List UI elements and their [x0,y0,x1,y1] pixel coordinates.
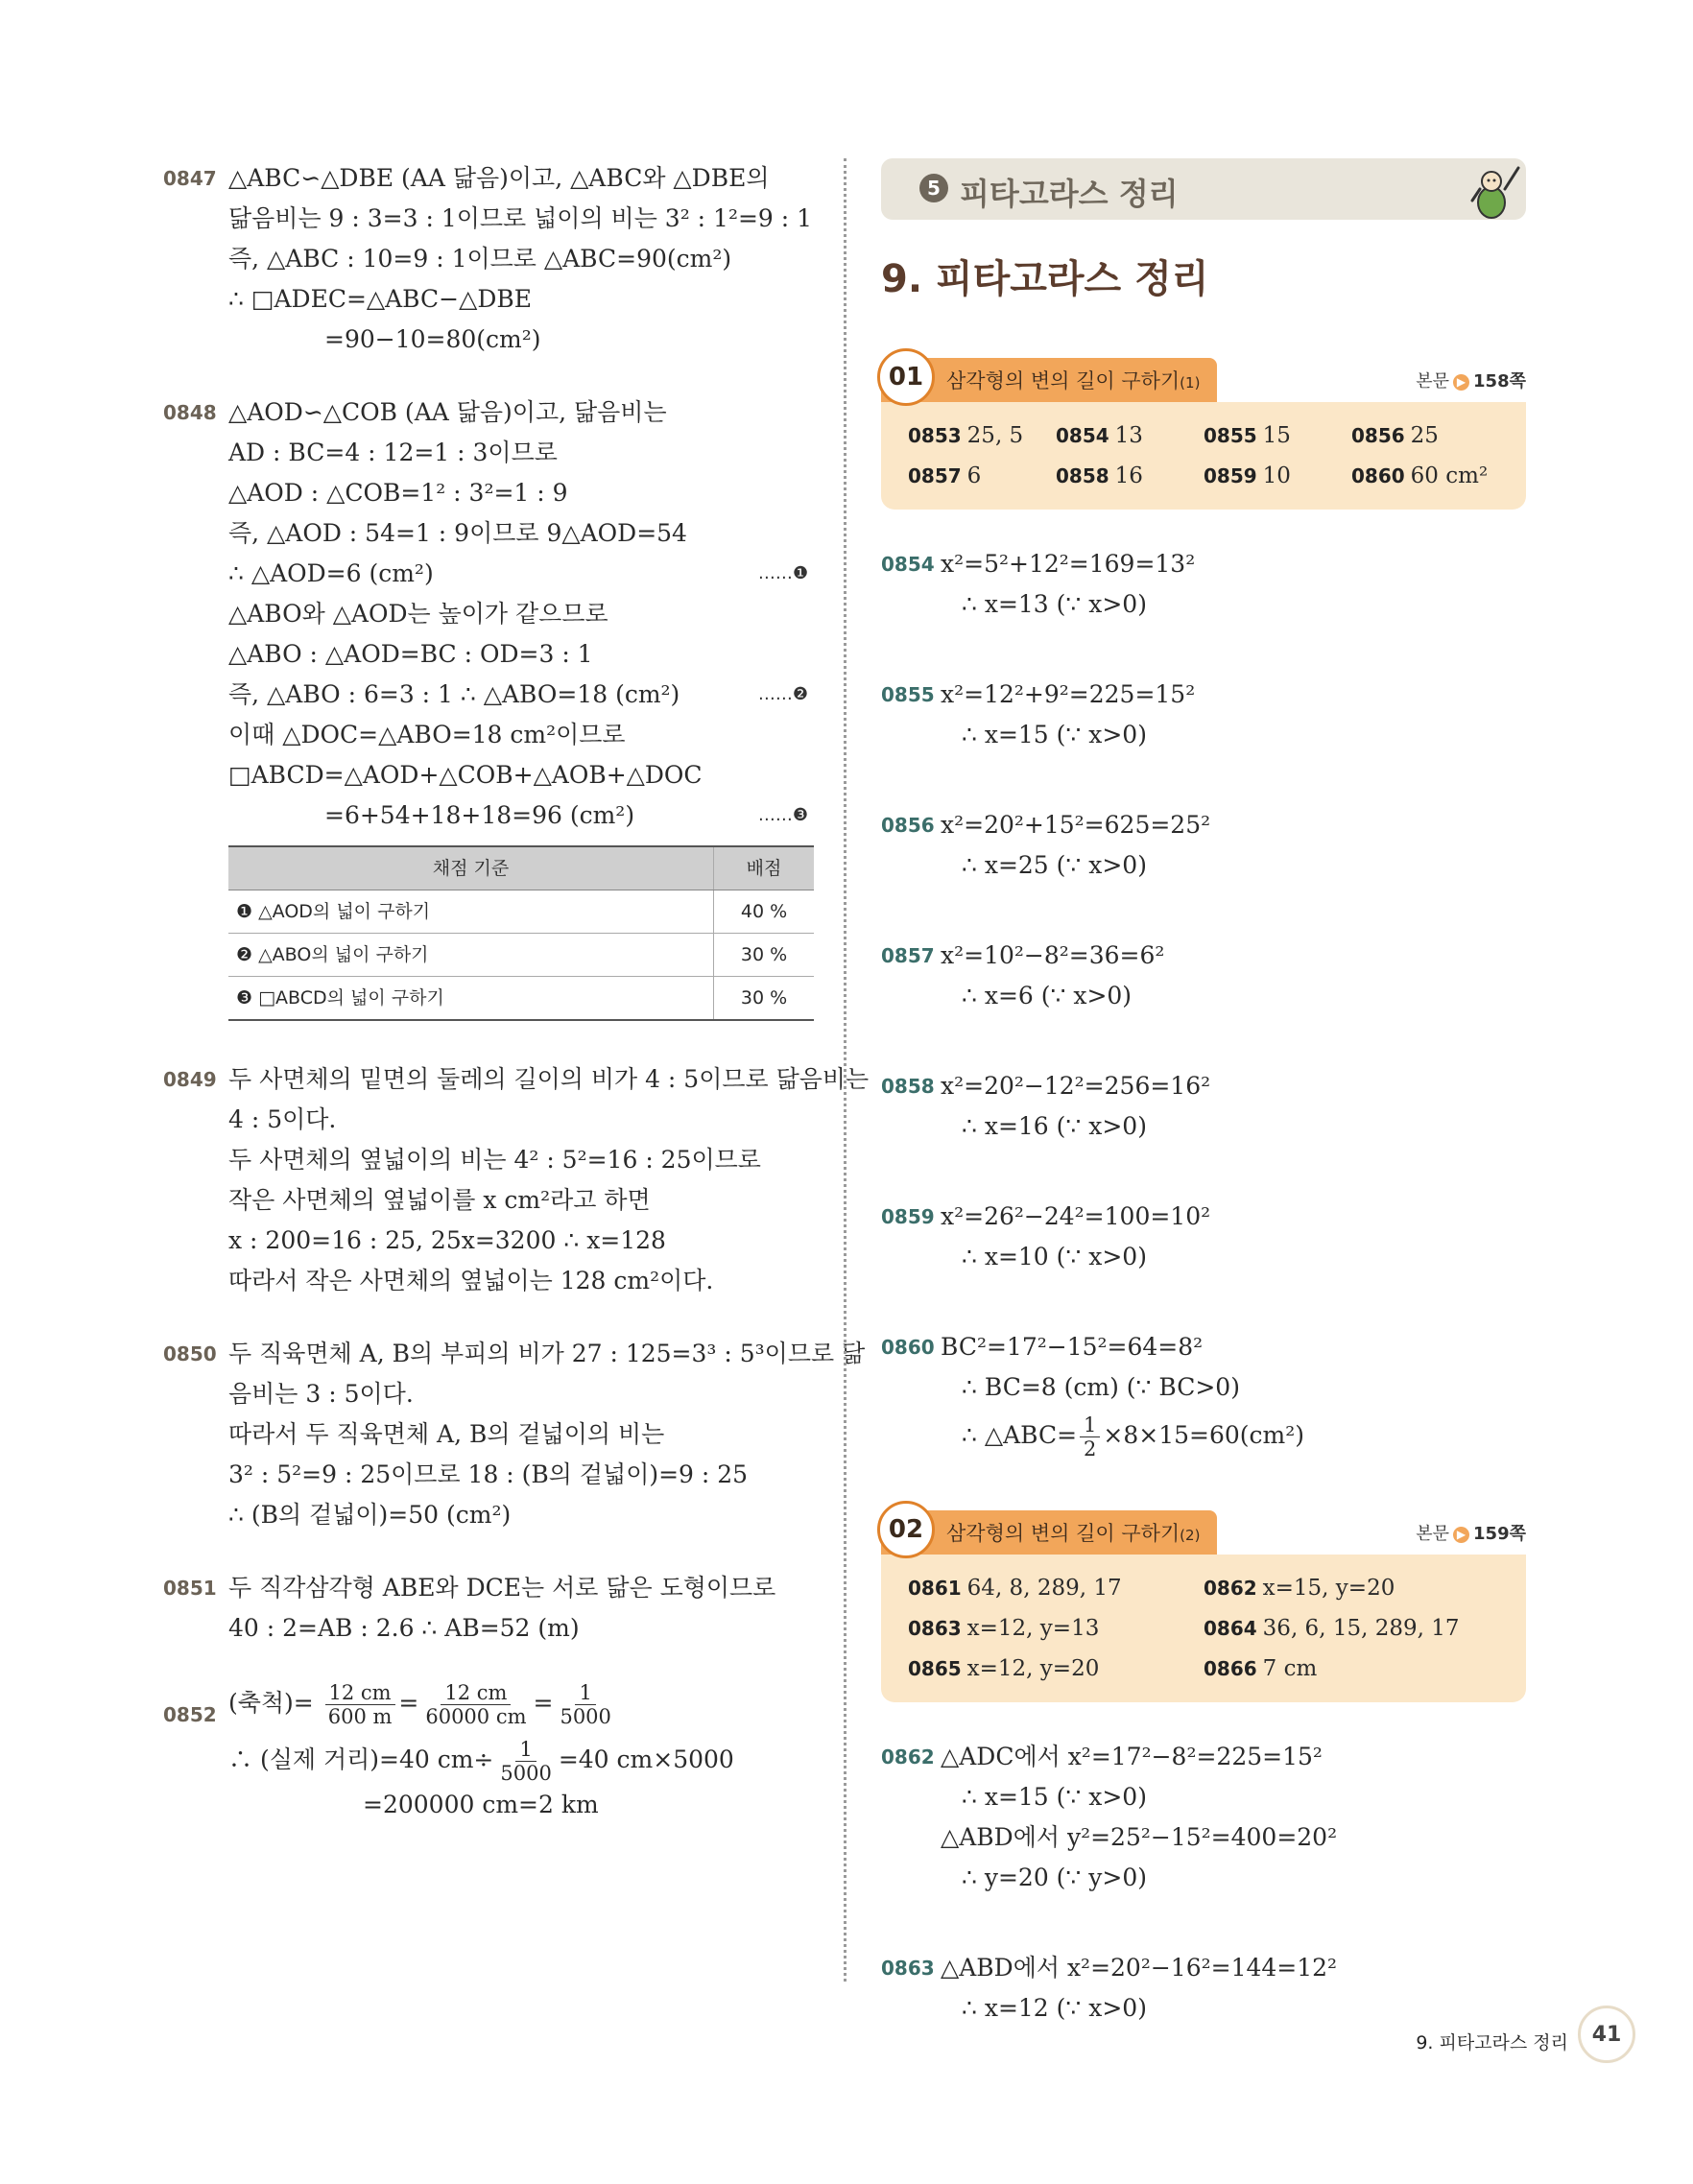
scoring-table [228,845,814,1021]
reference-label: 본문 [1416,1524,1450,1544]
solution-line: 음비는 3 : 5이다. [228,1380,414,1408]
problem-number: 0856 [881,814,935,837]
step-marker: ……❸ [757,805,808,825]
solution-line: 따라서 작은 사면체의 옆넓이는 128 cm²이다. [228,1267,714,1294]
answer-value: 10 [1262,463,1291,488]
solution-line: ∴ (B의 겉넓이)=50 (cm²) [228,1501,512,1529]
answer-value: 25 [1410,423,1439,448]
solution-line: 즉, △ABC : 10=9 : 1이므로 △ABC=90(cm²) [228,245,732,273]
table-row [228,890,814,934]
solution-line: 작은 사면체의 옆넓이를 x cm²라고 하면 [228,1186,651,1214]
solution-text: 즉, △ABO : 6=3 : 1 ∴ △ABO=18 (cm²) [228,680,680,708]
solution-line: 3² : 5²=9 : 25이므로 18 : (B의 겉넓이)=9 : 25 [228,1460,749,1488]
answer-item [1204,415,1351,456]
solution-line: x : 200=16 : 25, 25x=3200 ∴ x=128 [228,1226,666,1254]
solution-line: △ABC∽△DBE (AA 닮음)이고, △ABC와 △DBE의 [228,164,770,192]
problem-0848 [163,392,808,1021]
solution-text: ∴ (실제 거리)=40 cm÷ [228,1745,494,1773]
answer-box-02 [881,1510,1526,1702]
answer-value: 13 [1114,423,1143,448]
solution-line: x²=20²+15²=625=25² [941,811,1211,839]
page-reference [1416,368,1526,392]
answer-number: 0854 [1056,424,1109,447]
answer-item [1204,1649,1499,1689]
answer-value: x=15, y=20 [1262,1576,1395,1601]
solution-text: ∴ △ABC= [962,1421,1078,1449]
solution-text: ∴ △AOD=6 (cm²) [228,559,434,587]
solution-line: x²=20²−12²=256=16² [941,1072,1211,1100]
table-cell: 40 % [714,890,815,934]
answer-item [908,1649,1204,1689]
chapter-title: 9. 피타고라스 정리 [881,257,1209,301]
answer-number: 0862 [1204,1577,1257,1600]
answer-box-01 [881,358,1526,510]
solution-line [228,675,808,715]
solution-line: △ABD에서 y²=25²−15²=400=20² [941,1823,1338,1851]
answer-box-tab [881,1510,1217,1555]
solution-line: 닮음비는 9 : 3=3 : 1이므로 넓이의 비는 3² : 1²=9 : 1 [228,204,813,232]
solution-line: x²=12²+9²=225=15² [941,680,1196,708]
problem-number: 0848 [163,401,217,424]
table-header: 배점 [714,846,815,890]
denominator: 2 [1084,1437,1097,1460]
answer-value: 25, 5 [966,423,1024,448]
answer-value: x=12, y=13 [966,1616,1100,1641]
solution-line: ∴ x=6 (∵ x>0) [962,982,1133,1009]
answer-item [908,1608,1204,1649]
solution-line [941,1413,1526,1460]
solutions-02 [881,1737,1526,2029]
box-number: 01 [877,348,935,406]
solution-line: 4 : 5이다. [228,1105,337,1133]
solutions-01 [881,544,1526,1460]
table-cell: ❷ △ABO의 넓이 구하기 [228,934,714,977]
problem-number: 0847 [163,167,217,190]
solution-line: 40 : 2=AB : 2.6 ∴ AB=52 (m) [228,1614,580,1642]
problem-0857 [881,936,1526,1016]
reference-page: 159쪽 [1473,1524,1526,1544]
problem-number: 0862 [881,1745,935,1769]
problem-number: 0860 [881,1336,935,1359]
solution-line: 두 사면체의 옆넓이의 비는 4² : 5²=16 : 25이므로 [228,1146,761,1174]
solution-line: △ABO : △AOD=BC : OD=3 : 1 [228,640,593,668]
table-row [228,977,814,1021]
answer-item [908,1568,1204,1608]
solution-line: △AOD∽△COB (AA 닮음)이고, 닮음비는 [228,398,667,426]
problem-0849 [163,1059,870,1301]
solution-line: ∴ x=13 (∵ x>0) [962,590,1147,618]
solution-line: □ABCD=△AOD+△COB+△AOB+△DOC [228,761,703,789]
answer-value: 60 cm² [1410,463,1489,488]
denominator: 5000 [500,1762,552,1785]
solution-line: △ABO와 △AOD는 높이가 같으므로 [228,600,608,628]
answer-box-tab [881,358,1217,402]
solution-line: x²=26²−24²=100=10² [941,1202,1211,1230]
answer-number: 0858 [1056,464,1109,487]
section-number: 5 [919,174,948,202]
box-title-sub: (2) [1180,1527,1201,1544]
reference-page: 158쪽 [1473,371,1526,392]
solution-line [228,554,808,594]
step-marker: ……❶ [757,563,808,583]
solution-line: ∴ x=25 (∵ x>0) [962,851,1147,879]
answer-item [1056,456,1204,496]
solution-text: ×8×15=60(cm²) [1103,1421,1305,1449]
problem-0854 [881,544,1526,625]
page-reference [1416,1520,1526,1545]
solution-line: ∴ x=10 (∵ x>0) [962,1243,1147,1270]
solution-line: △ADC에서 x²=17²−8²=225=15² [941,1743,1323,1770]
arrow-right-icon: ▶ [1453,1527,1469,1543]
answer-item [1204,1568,1499,1608]
answer-item [1351,456,1499,496]
problem-number: 0855 [881,683,935,706]
solution-line: x²=10²−8²=36=6² [941,941,1165,969]
section-title: 피타고라스 정리 [960,176,1179,212]
scale-label: (축척)= [228,1689,314,1717]
solution-line: 따라서 두 직육면체 A, B의 겉넓이의 비는 [228,1420,665,1448]
solution-line: 즉, △AOD : 54=1 : 9이므로 9△AOD=54 [228,519,687,547]
problem-number: 0859 [881,1205,935,1228]
problem-0863 [881,1948,1526,2029]
problem-number: 0863 [881,1957,935,1980]
box-title [946,1518,1200,1547]
box-number: 02 [877,1501,935,1558]
table-row [228,934,814,977]
answer-number: 0853 [908,424,962,447]
solution-line: △AOD : △COB=1² : 3²=1 : 9 [228,479,568,507]
solution-text: =40 cm×5000 [558,1745,734,1773]
answer-value: 15 [1262,423,1291,448]
section-header [881,158,1526,220]
table-cell: 30 % [714,977,815,1021]
solution-line: ∴ x=12 (∵ x>0) [962,1994,1147,2022]
answer-value: 64, 8, 289, 17 [966,1576,1122,1601]
mascot-icon [1463,160,1526,224]
solution-line [228,1738,808,1785]
answer-number: 0856 [1351,424,1405,447]
answer-item [908,415,1056,456]
answer-item [1204,456,1351,496]
table-cell: 30 % [714,934,815,977]
answer-number: 0857 [908,464,962,487]
solution-line [228,795,808,836]
problem-number: 0857 [881,944,935,967]
solution-line: ∴ x=15 (∵ x>0) [962,1783,1147,1811]
solution-line: (축척)= $\frac{12 cm}{600 m}$ = $\frac{12 cm}{60000 cm}$ = $\frac{1}{5000}$ [228,1681,808,1728]
reference-label: 본문 [1416,371,1450,392]
answer-number: 0863 [908,1617,962,1640]
solution-line: 두 사면체의 밑면의 둘레의 길이의 비가 4 : 5이므로 닮음비는 [228,1065,870,1093]
problem-0860 [881,1327,1526,1460]
answer-number: 0855 [1204,424,1257,447]
step-marker: ……❷ [757,684,808,704]
answer-number: 0861 [908,1577,962,1600]
solution-line: =90−10=80(cm²) [324,325,541,353]
answer-grid [908,415,1499,496]
problem-number: 0849 [163,1068,217,1091]
problem-0850 [163,1334,866,1535]
answer-number: 0860 [1351,464,1405,487]
right-column [881,158,1526,2078]
answer-value: x=12, y=20 [966,1656,1100,1681]
answer-item [1056,415,1204,456]
solution-line: ∴ x=16 (∵ x>0) [962,1112,1147,1140]
problem-0851 [163,1568,808,1649]
problem-number: 0852 [163,1703,217,1726]
problem-number: 0858 [881,1075,935,1098]
numerator: 1 [515,1738,536,1762]
solution-line: ∴ □ADEC=△ABC−△DBE [228,285,532,313]
arrow-right-icon: ▶ [1453,374,1469,391]
answer-value: 16 [1114,463,1143,488]
fraction [556,1681,614,1728]
answer-item [1204,1608,1499,1649]
box-title-text: 삼각형의 변의 길이 구하기 [946,1522,1180,1545]
solution-line: △ABD에서 x²=20²−16²=144=12² [941,1954,1338,1982]
problem-0847 [163,158,813,360]
box-title-text: 삼각형의 변의 길이 구하기 [946,369,1180,392]
answer-number: 0866 [1204,1657,1257,1680]
denominator: 5000 [560,1705,611,1728]
problem-number: 0850 [163,1342,217,1365]
answer-number: 0864 [1204,1617,1257,1640]
page-footer [1416,2006,1635,2063]
table-cell: ❸ □ABCD의 넓이 구하기 [228,977,714,1021]
solution-line: =200000 cm=2 km [363,1791,599,1818]
problem-number: 0851 [163,1577,217,1600]
solution-line: ∴ x=15 (∵ x>0) [962,721,1147,748]
answer-item [908,456,1056,496]
solution-text: =6+54+18+18=96 (cm²) [324,801,635,829]
answer-number: 0865 [908,1657,962,1680]
solution-line: 이때 △DOC=△ABO=18 cm²이므로 [228,721,626,748]
numerator: 1 [575,1681,595,1705]
column-divider [844,158,846,1982]
answer-value: 7 cm [1262,1656,1318,1681]
answer-item [1351,415,1499,456]
solution-line: ∴ BC=8 (cm) (∵ BC>0) [962,1373,1240,1401]
problem-0858 [881,1066,1526,1147]
left-column [163,158,870,1858]
solution-line: 두 직육면체 A, B의 부피의 비가 27 : 125=3³ : 5³이므로 닮 [228,1340,866,1367]
numerator: 12 cm [325,1681,395,1705]
page-number: 41 [1578,2006,1635,2063]
problem-0852 [163,1681,808,1825]
answer-grid [908,1568,1499,1689]
table-header: 채점 기준 [228,846,714,890]
fraction [421,1681,530,1728]
denominator: 60000 cm [425,1705,527,1728]
fraction [1080,1413,1100,1460]
solution-line: x²=5²+12²=169=13² [941,550,1196,578]
answer-value: 36, 6, 15, 289, 17 [1262,1616,1460,1641]
solution-line: BC²=17²−15²=64=8² [941,1333,1204,1361]
answer-grid-box [881,402,1526,510]
problem-0859 [881,1197,1526,1277]
problem-number: 0854 [881,553,935,576]
numerator: 12 cm [441,1681,511,1705]
answer-value: 6 [966,463,982,488]
solution-line: ∴ y=20 (∵ y>0) [962,1864,1148,1891]
denominator: 600 m [327,1705,393,1728]
answer-number: 0859 [1204,464,1257,487]
problem-0862 [881,1737,1526,1898]
problem-0855 [881,675,1526,755]
solution-line: 두 직각삼각형 ABE와 DCE는 서로 닮은 도형이므로 [228,1574,776,1602]
footer-chapter: 9. 피타고라스 정리 [1416,2032,1568,2053]
fraction [496,1738,555,1785]
box-title-sub: (1) [1180,374,1201,392]
problem-0856 [881,805,1526,886]
solution-line: AD : BC=4 : 12=1 : 3이므로 [228,439,558,466]
table-cell: ❶ △AOD의 넓이 구하기 [228,890,714,934]
fraction [324,1681,396,1728]
numerator: 1 [1080,1413,1100,1437]
box-title [946,366,1200,394]
answer-grid-box [881,1555,1526,1702]
